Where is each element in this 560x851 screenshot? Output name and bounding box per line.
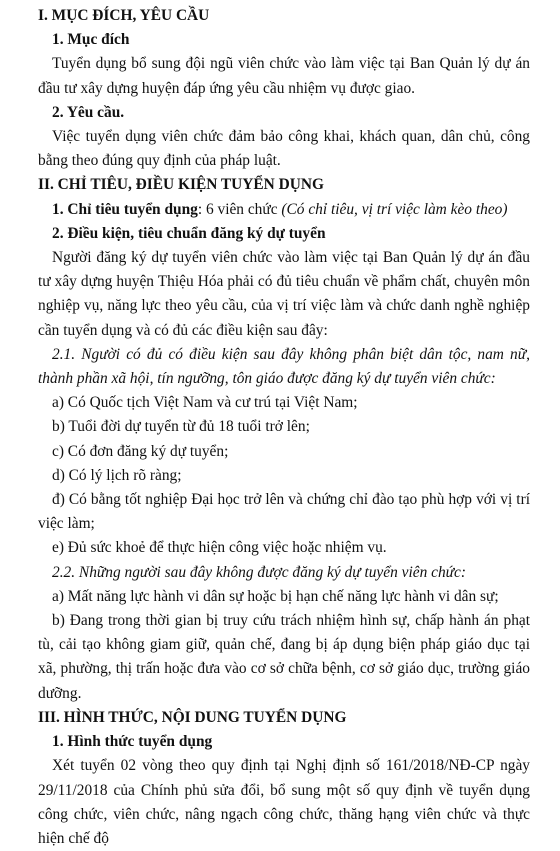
- paragraph-ineligible: 2.2. Những người sau đây không được đăng ký dự tuyển viên chức:: [52, 563, 466, 581]
- exclusion-item: b) Đang trong thời gian bị truy cứu trách nhiệm hình sự, chấp hành án phạt tù, cải tạo không giam giữ, quản chế, đang bị áp dụng biện pháp giáo dục tại xã, phường, thị trấn hoặc đưa vào cơ sở chữa bệnh, cơ sở giáo dục, trường giáo dưỡng.: [38, 612, 530, 702]
- paragraph-eligible: 2.1. Người có đủ có điều kiện sau đây không phân biệt dân tộc, nam nữ, thành phần xã hội, tín ngưỡng, tôn giáo được đăng ký dự tuyển viên chức:: [38, 345, 530, 388]
- section-heading-2: II. CHỈ TIÊU, ĐIỀU KIỆN TUYỂN DỤNG: [38, 176, 324, 194]
- condition-item: e) Đủ sức khoẻ để thực hiện công việc hoặc nhiệm vụ.: [52, 539, 387, 557]
- paragraph-form: Xét tuyển 02 vòng theo quy định tại Nghị định số 161/2018/NĐ-CP ngày 29/11/2018 của Chính phủ sửa đổi, bổ sung một số quy định về tuyển dụng công chức, viên chức, nâng ngạch công chức, thăng hạng viên chức và thực hiện chế độ: [38, 757, 530, 847]
- subheading-requirements: 2. Yêu cầu.: [52, 103, 125, 121]
- quota-line: [38, 198, 530, 222]
- subheading-conditions: 2. Điều kiện, tiêu chuẩn đăng ký dự tuyển: [52, 224, 326, 242]
- section-heading-1: I. MỤC ĐÍCH, YÊU CẦU: [38, 7, 210, 24]
- quota-value: : 6 viên chức: [197, 200, 282, 218]
- subheading-purpose: 1. Mục đích: [52, 31, 130, 49]
- condition-item: d) Có lý lịch rõ ràng;: [52, 466, 182, 484]
- condition-item: b) Tuổi đời dự tuyển từ đủ 18 tuổi trở lên;: [52, 418, 310, 436]
- paragraph-purpose: Tuyển dụng bổ sung đội ngũ viên chức vào làm việc tại Ban Quản lý dự án đầu tư xây dựng huyện đáp ứng yêu cầu nhiệm vụ được giao.: [38, 55, 530, 97]
- condition-item: a) Có Quốc tịch Việt Nam và cư trú tại Việt Nam;: [52, 394, 358, 412]
- subheading-form: 1. Hình thức tuyển dụng: [52, 733, 213, 751]
- quota-label: 1. Chỉ tiêu tuyển dụng: [52, 200, 198, 218]
- condition-item: đ) Có bằng tốt nghiệp Đại học trở lên và chứng chỉ đào tạo phù hợp với vị trí việc làm;: [38, 491, 530, 533]
- exclusion-item: a) Mất năng lực hành vi dân sự hoặc bị hạn chế năng lực hành vi dân sự;: [52, 587, 499, 605]
- paragraph-requirements: Việc tuyển dụng viên chức đảm bảo công khai, khách quan, dân chủ, công bằng theo đúng quy định của pháp luật.: [38, 128, 530, 170]
- section-heading-3: III. HÌNH THỨC, NỘI DUNG TUYỂN DỤNG: [38, 708, 347, 726]
- condition-item: c) Có đơn đăng ký dự tuyển;: [52, 442, 229, 460]
- quota-note: (Có chỉ tiêu, vị trí việc làm kèo theo): [281, 200, 508, 218]
- paragraph-conditions: Người đăng ký dự tuyển viên chức vào làm việc tại Ban Quản lý dự án đầu tư xây dựng huyện Thiệu Hóa phải có đủ tiêu chuẩn về phẩm chất, chuyên môn nghiệp vụ, năng lực theo yêu cầu, của vị trí việc làm và chức danh nghề nghiệp cần tuyển dụng và có đủ các điều kiện sau đây:: [38, 249, 530, 339]
